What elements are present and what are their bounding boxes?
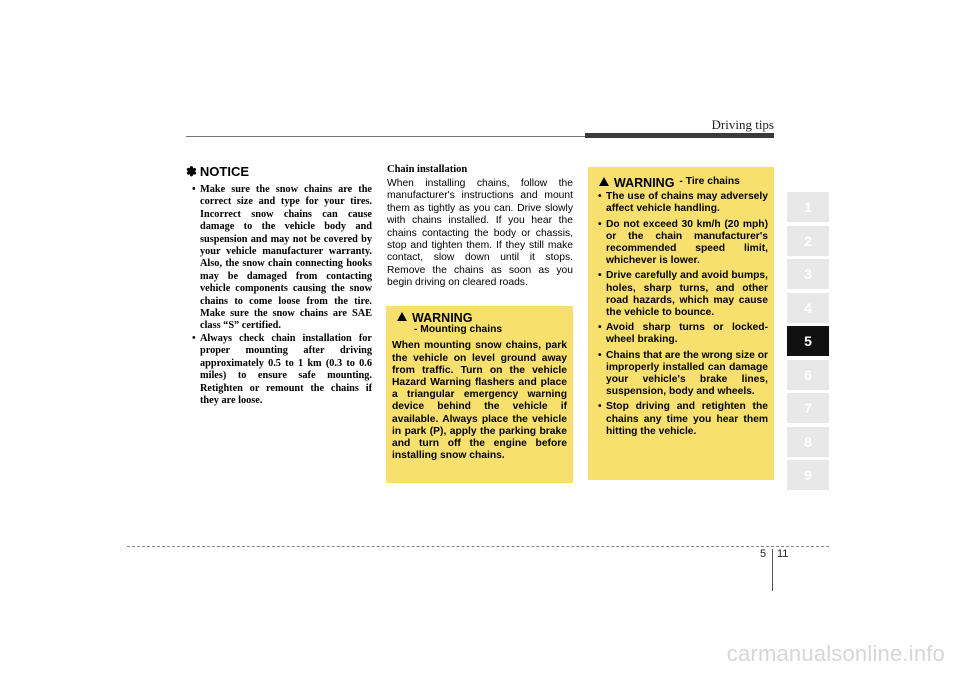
footer-chapter-number: 5 xyxy=(760,548,767,560)
warning-tire-chains-header xyxy=(594,176,768,189)
bullet-icon: • xyxy=(598,218,602,230)
notice-title xyxy=(186,164,372,180)
section-title: Driving tips xyxy=(711,117,774,132)
bullet-icon: • xyxy=(192,332,196,344)
bullet-icon: • xyxy=(598,401,602,413)
chapter-tab-1[interactable]: 1 xyxy=(787,192,829,222)
warning-tire-chains-title: WARNING xyxy=(614,176,675,190)
chain-installation-heading: Chain installation xyxy=(387,164,468,175)
notice-item-text: Make sure the snow chains are the correct size and type for your tires. Incorrect snow chains can cause damage to the vehicle body and suspension and may not be covered by your vehicle manufacturer warranty. Also, the snow chain connecting hooks may be damaged from contacting vehicle components causing the snow chains to come loose from the tire. Make sure the snow chains are SAE class “S” certified. xyxy=(200,184,372,332)
footer-page-number: 11 xyxy=(777,548,789,560)
chapter-tab-6[interactable]: 6 xyxy=(787,360,829,390)
warning-item-text: Stop driving and retighten the chains any time you hear them hitting the vehicle. xyxy=(606,401,768,437)
warning-mounting-title: WARNING xyxy=(412,311,473,325)
warning-tire-chains-list xyxy=(594,191,768,438)
footer-separator xyxy=(772,549,773,591)
chapter-tab-2[interactable]: 2 xyxy=(787,226,829,256)
bullet-icon: • xyxy=(598,349,602,361)
chapter-tab-9[interactable]: 9 xyxy=(787,460,829,490)
notice-star-icon: ✽ xyxy=(186,164,197,179)
warning-mounting-text: When mounting snow chains, park the vehicle on level ground away from traffic. Turn on the vehicle Hazard Warning flashers and place a triangular emergency warning device behind the vehicle if available. Always place the vehicle in park (P), apply the parking brake and turn off the engine before installing snow chains. xyxy=(392,340,567,462)
chain-installation-section xyxy=(387,164,573,290)
warning-item xyxy=(594,322,768,346)
notice-item xyxy=(186,333,372,407)
warning-triangle-icon xyxy=(397,312,407,321)
warning-item-text: Drive carefully and avoid bumps, holes, sharp turns, and other road hazards, which may cause the vehicle to bounce. xyxy=(606,270,768,319)
warning-triangle-icon xyxy=(599,177,609,186)
bullet-icon: • xyxy=(192,184,196,195)
chapter-tab-5[interactable]: 5 xyxy=(787,326,829,356)
footer-rule xyxy=(127,546,829,547)
warning-item-text: Do not exceed 30 km/h (20 mph) or the chain manufacturer's recommended speed limit, whichever is lower. xyxy=(606,218,768,267)
warning-item-text: The use of chains may adversely affect vehicle handling. xyxy=(606,191,768,215)
bullet-icon: • xyxy=(598,270,602,282)
notice-title-text: NOTICE xyxy=(199,164,250,179)
warning-tire-chains-box xyxy=(588,167,774,480)
warning-item-text: Chains that are the wrong size or improperly installed can damage your vehicle's brake lines, suspension, body and wheels. xyxy=(606,349,768,398)
chain-installation-text: When installing chains, follow the manufacturer's instructions and mount them as tightly as you can. Drive slowly with chains installed. If you hear the chains contacting the body or chassis, stop and tighten them. If they still make contact, slow down until it stops. Remove the chains as soon as you begin driving on cleared roads. xyxy=(387,178,573,289)
bullet-icon: • xyxy=(598,322,602,334)
warning-item xyxy=(594,270,768,319)
warning-mounting-subtitle: - Mounting chains xyxy=(414,324,503,336)
chapter-tab-3[interactable]: 3 xyxy=(787,259,829,289)
notice-item-text: Always check chain installation for proper mounting after driving approximately 0.5 to 1 km (0.3 to 0.6 miles) to ensure safe mounting. Retighten or remount the chains if they are loose. xyxy=(200,332,372,406)
bullet-icon: • xyxy=(598,191,602,203)
warning-item xyxy=(594,219,768,268)
warning-mounting-box xyxy=(386,306,573,483)
chapter-tabs xyxy=(787,192,829,494)
watermark: carmanualsonline.info xyxy=(726,641,945,666)
chapter-tab-7[interactable]: 7 xyxy=(787,393,829,423)
notice-list xyxy=(186,184,372,407)
warning-item xyxy=(594,401,768,438)
notice-item xyxy=(186,184,372,333)
warning-tire-chains-subtitle: - Tire chains xyxy=(679,176,740,187)
warning-item xyxy=(594,350,768,399)
warning-item xyxy=(594,191,768,215)
header-rule-accent xyxy=(585,133,774,138)
warning-mounting-header xyxy=(392,312,567,324)
chapter-tab-8[interactable]: 8 xyxy=(787,427,829,457)
warning-item-text: Avoid sharp turns or locked-wheel braking. xyxy=(606,322,768,346)
notice-section xyxy=(186,164,372,407)
chapter-tab-4[interactable]: 4 xyxy=(787,293,829,323)
